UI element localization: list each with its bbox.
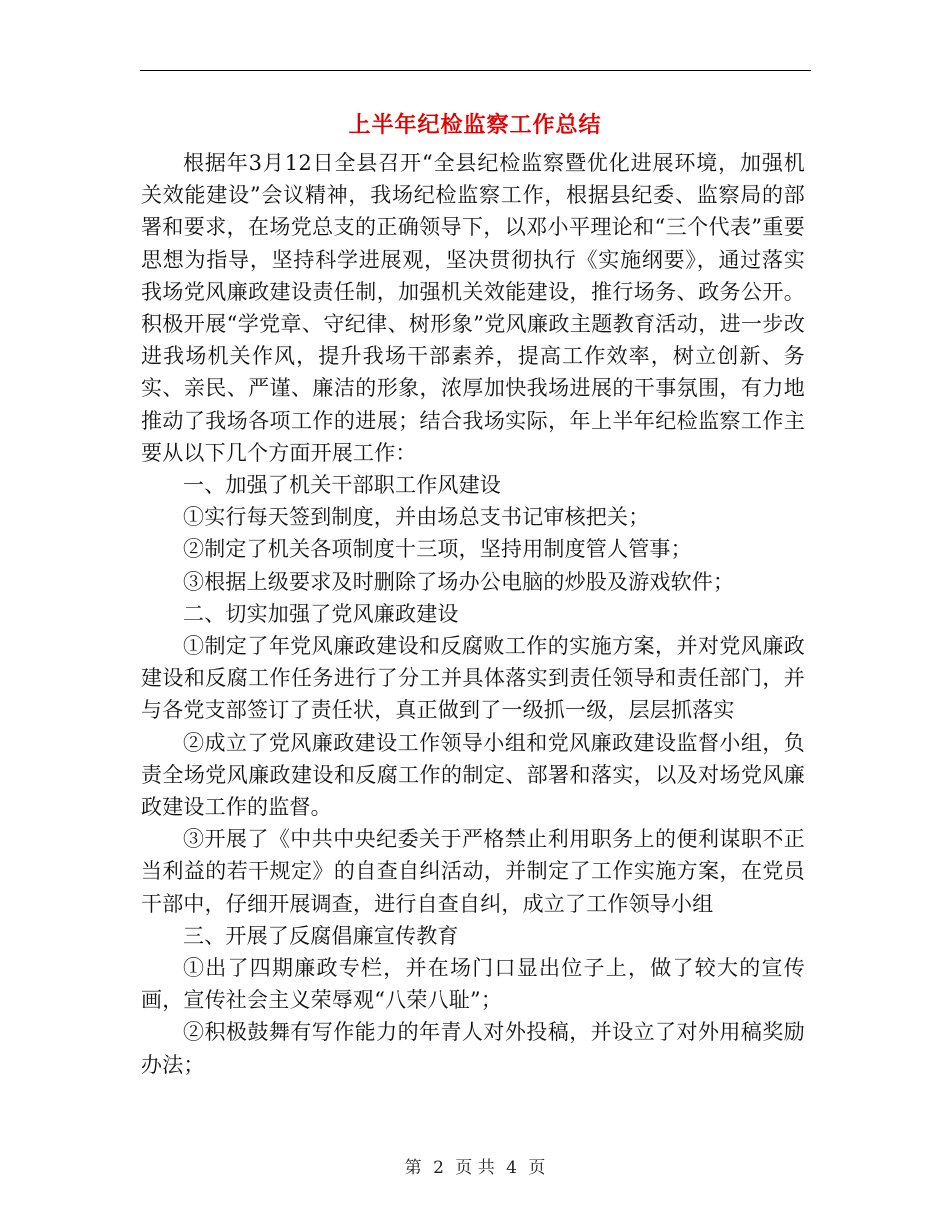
page-footer <box>0 1153 950 1178</box>
total-pages-number: 4 <box>506 1158 517 1178</box>
current-page-number: 2 <box>433 1158 444 1178</box>
list-item: ③开展了《中共中央纪委关于严格禁止利用职务上的便利谋职不正当利益的若干规定》的自查自纠活动，并制定了工作实施方案，在党员干部中，仔细开展调查，进行自查自纠，成立了工作领导小组 <box>141 827 805 916</box>
list-item: ②成立了党风廉政建设工作领导小组和党风廉政建设监督小组，负责全场党风廉政建设和反腐工作的制定、部署和落实，以及对场党风廉政建设工作的监督。 <box>141 730 805 820</box>
footer-middle: 页 共 <box>455 1158 495 1178</box>
section-heading: 二、切实加强了党风廉政建设 <box>183 601 459 626</box>
document-body <box>141 147 805 1081</box>
document-title: 上半年纪检监察工作总结 <box>348 112 602 138</box>
list-item: ②制定了机关各项制度十三项，坚持用制度管人管事； <box>183 537 692 562</box>
list-item: ①出了四期廉政专栏，并在场门口显出位子上，做了较大的宣传画，宣传社会主义荣辱观“八荣八耻”； <box>141 956 805 1013</box>
list-item: ③根据上级要求及时删除了场办公电脑的炒股及游戏软件； <box>183 569 735 594</box>
list-item: ①实行每天签到制度，并由场总支书记审核把关； <box>183 505 650 530</box>
section-heading: 三、开展了反腐倡廉宣传教育 <box>183 923 459 948</box>
footer-prefix: 第 <box>404 1158 422 1178</box>
footer-suffix: 页 <box>528 1158 546 1178</box>
intro-paragraph: 根据年3月12日全县召开“全县纪检监察暨优化进展环境，加强机关效能建设”会议精神，我场纪检监察工作，根据县纪委、监察局的部署和要求，在场党总支的正确领导下，以邓小平理论和“三个代表”重要思想为指导，坚持科学进展观，坚决贯彻执行《实施纲要》，通过落实我场党风廉政建设责任制，加强机关效能建设，推行场务、政务公开。积极开展“学党章、守纪律、树形象”党风廉政主题教育活动，进一步改进我场机关作风，提升我场干部素养，提高工作效率，树立创新、务实、亲民、严谨、廉洁的形象，浓厚加快我场进展的干事氛围，有力地推动了我场各项工作的进展；结合我场实际，年上半年纪检监察工作主要从以下几个方面开展工作： <box>141 151 805 465</box>
section-heading: 一、加强了机关干部职工作风建设 <box>183 473 501 498</box>
list-item: ②积极鼓舞有写作能力的年青人对外投稿，并设立了对外用稿奖励办法； <box>141 1020 805 1077</box>
header-rule <box>140 70 811 71</box>
list-item: ①制定了年党风廉政建设和反腐败工作的实施方案，并对党风廉政建设和反腐工作任务进行了分工并具体落实到责任领导和责任部门，并与各党支部签订了责任状，真正做到了一级抓一级，层层抓落实 <box>141 634 805 723</box>
